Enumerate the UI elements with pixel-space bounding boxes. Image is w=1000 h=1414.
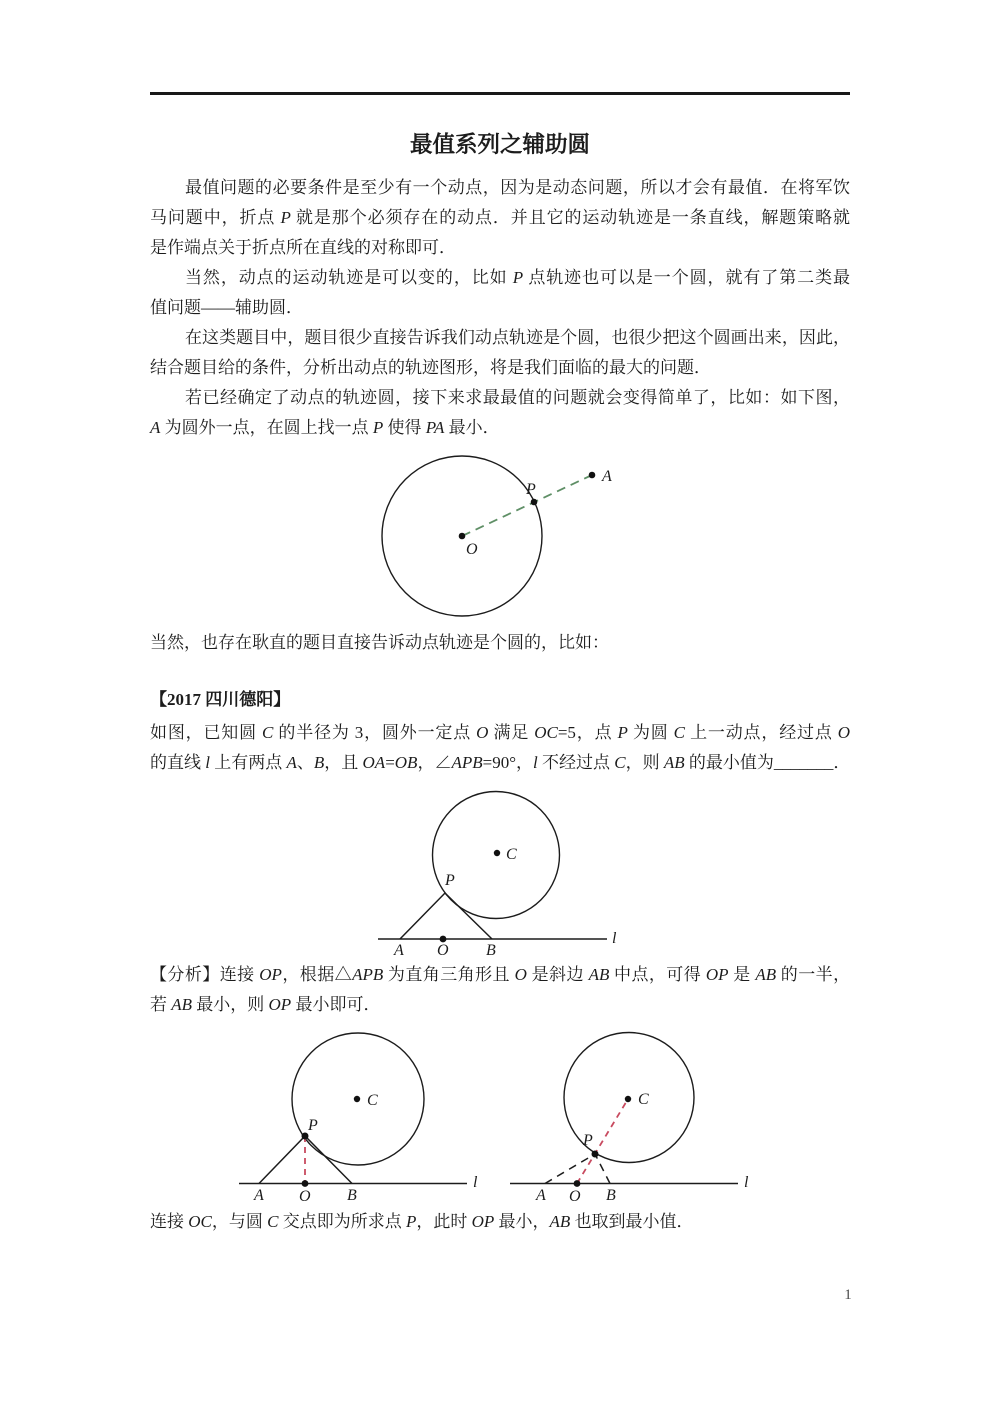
- diagram-analysis-right: [505, 1025, 760, 1205]
- note-line: [150, 628, 850, 658]
- point-label-O: O: [299, 1188, 311, 1205]
- diagram-analysis-left: [230, 1025, 490, 1205]
- point-label-C: C: [367, 1092, 378, 1109]
- text-line: 如图，已知圆 C 的半径为 3，圆外一定点 O 满足 OC=5，点 P 为圆 C 上一动点，经过点 O: [150, 723, 850, 742]
- point-label-O: O: [437, 942, 449, 955]
- problem-statement: [150, 718, 850, 778]
- dashed-segment-AP: [545, 1154, 595, 1184]
- analysis-text: [150, 960, 850, 1020]
- conclusion-text: [150, 1207, 850, 1237]
- point-dot-O: [574, 1180, 581, 1187]
- page-number: 1: [844, 1287, 852, 1303]
- point-dot-C: [494, 850, 500, 856]
- point-label-B: B: [606, 1187, 616, 1204]
- point-label-P: P: [526, 481, 536, 498]
- paragraph-3: [150, 323, 850, 383]
- text-line: 结合题目给的条件，分析出动点的轨迹图形，将是我们面临的最大的问题．: [150, 358, 711, 377]
- point-label-O: O: [466, 541, 478, 558]
- point-label-C: C: [506, 846, 517, 863]
- point-dot-O: [302, 1180, 309, 1187]
- paragraph-2: [150, 263, 850, 323]
- text-line: 当然，也存在耿直的题目直接告诉动点轨迹是个圆的，比如：: [150, 633, 609, 652]
- text-line: 马问题中，折点 P 就是那个必须存在的动点．并且它的运动轨迹是一条直线，解题策略就: [150, 208, 850, 227]
- text-line: 若 AB 最小，则 OP 最小即可．: [150, 995, 381, 1014]
- point-label-A: A: [254, 1187, 264, 1204]
- diagram-problem-figure: [360, 785, 640, 955]
- point-label-A: A: [394, 942, 404, 955]
- page-title: 最值系列之辅助圆: [409, 132, 590, 157]
- paragraph-4: [150, 383, 850, 443]
- point-label-A: A: [602, 468, 612, 485]
- text-line: 连接 OC，与圆 C 交点即为所求点 P，此时 OP 最小，AB 也取到最小值．: [150, 1212, 694, 1231]
- line-label-l: l: [473, 1174, 478, 1191]
- text-line: 是作端点关于折点所在直线的对称即可．: [150, 238, 456, 257]
- point-label-B: B: [347, 1187, 357, 1204]
- paragraph-1: [150, 173, 850, 263]
- text-line: 若已经确定了动点的轨迹圆，接下来求最最值的问题就会变得简单了，比如：如下图，: [185, 388, 850, 407]
- text-line: 【分析】连接 OP，根据△APB 为直角三角形且 O 是斜边 AB 中点，可得 OP 是 AB 的一半，: [150, 965, 850, 984]
- point-label-P: P: [308, 1117, 318, 1134]
- text-line: 当然，动点的运动轨迹是可以变的，比如 P 点轨迹也可以是一个圆，就有了第二类最: [185, 268, 850, 287]
- line-label-l: l: [612, 930, 617, 947]
- line-label-l: l: [744, 1174, 749, 1191]
- point-label-B: B: [486, 942, 496, 955]
- point-label-C: C: [638, 1091, 649, 1108]
- point-dot-A: [589, 472, 596, 479]
- point-label-P: P: [583, 1132, 593, 1149]
- point-dot-O: [459, 533, 466, 540]
- header-rule: [150, 92, 850, 95]
- text-line: 最值问题的必要条件是至少有一个动点，因为是动态问题，所以才会有最值．在将军饮: [185, 178, 850, 197]
- point-label-A: A: [536, 1187, 546, 1204]
- text-line: 在这类题目中，题目很少直接告诉我们动点轨迹是个圆，也很少把这个圆画出来，因此，: [185, 328, 850, 347]
- diagram-circle-O-point-A: [330, 450, 720, 625]
- text-line: 值问题——辅助圆．: [150, 298, 303, 317]
- source-tag: [150, 685, 850, 715]
- text-line: A 为圆外一点，在圆上找一点 P 使得 PA 最小．: [150, 418, 500, 437]
- point-dot-P: [531, 499, 538, 506]
- text-line: 【2017 四川德阳】: [150, 690, 291, 709]
- point-dot-P: [592, 1151, 599, 1158]
- text-line: 的直线 l 上有两点 A、B，且 OA=OB，∠APB=90°，l 不经过点 C，则 AB 的最小值为_______．: [150, 753, 851, 772]
- point-dot-C: [625, 1096, 631, 1102]
- point-dot-C: [354, 1096, 360, 1102]
- point-label-P: P: [445, 872, 455, 889]
- point-label-O: O: [569, 1188, 581, 1205]
